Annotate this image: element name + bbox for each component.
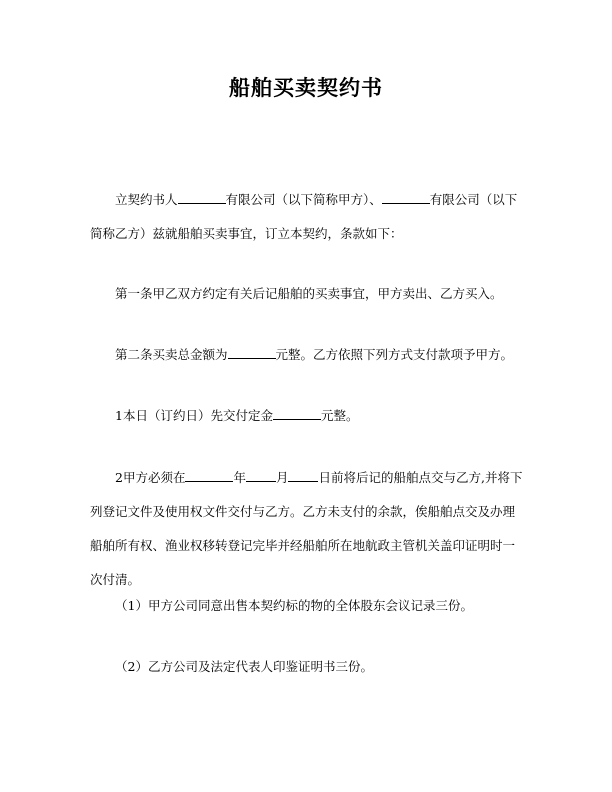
- text: 年: [233, 470, 246, 485]
- blank-line: [288, 469, 318, 482]
- text: 第二条买卖总金额为: [115, 347, 228, 362]
- paragraph-parties: [90, 183, 526, 251]
- text: 有限公司（以下简称乙方）兹就船舶买卖事宜，订立本契约，条款如下：: [90, 192, 518, 241]
- blank-line: [185, 469, 233, 482]
- text: 1本日（订约日）先交付定金: [115, 408, 273, 423]
- text: 2甲方必须在: [115, 470, 186, 485]
- paragraph-article-1: 第一条甲乙双方约定有关后记船舶的买卖事宜，甲方卖出、乙方买入。: [115, 286, 503, 301]
- blank-line: [228, 346, 276, 359]
- blank-line: [178, 191, 226, 204]
- blank-line: [273, 407, 321, 420]
- text: 月: [275, 470, 289, 485]
- text: 日前将后记的船舶点交与乙方,并将下列登记文件及使用权文件交付与乙方。乙方未支付的余款，俟船舶点交及办理船舶所有权、渔业权移转登记完毕并经船舶所在地航政主管机关盖印证明时一次付清。: [90, 470, 523, 587]
- blank-line: [246, 469, 276, 482]
- text: 元整。乙方依照下列方式支付款项予甲方。: [275, 347, 514, 362]
- paragraph-delivery: [90, 461, 526, 597]
- blank-line: [382, 191, 430, 204]
- paragraph-item-2: （2）乙方公司及法定代表人印鉴证明书三份。: [115, 659, 373, 674]
- document-title: 船舶买卖契约书: [229, 76, 383, 100]
- text: 元整。: [320, 408, 359, 423]
- text: 立契约书人: [115, 192, 178, 207]
- paragraph-deposit: [90, 399, 526, 433]
- paragraph-item-1: （1）甲方公司同意出售本契约标的物的全体股东会议记录三份。: [115, 598, 473, 613]
- text: 有限公司（以下简称甲方）、: [225, 192, 382, 207]
- paragraph-article-2: [90, 338, 526, 372]
